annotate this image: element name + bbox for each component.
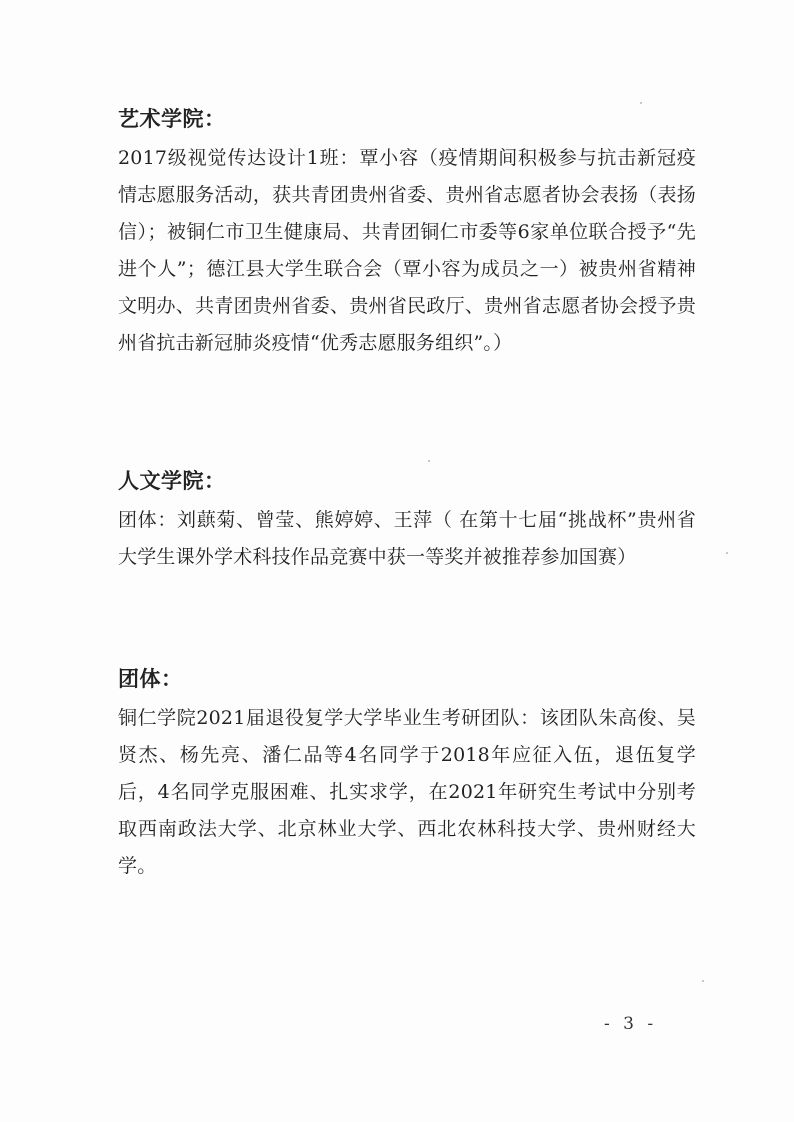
paragraph-lead: 团体： (118, 509, 178, 531)
section-paragraph (118, 700, 696, 885)
page-number: - 3 - (604, 1014, 658, 1034)
paragraph-lead: 2017级视觉传达设计1班： (118, 147, 360, 169)
scan-speck (428, 460, 430, 462)
scan-speck (702, 980, 704, 982)
paragraph-text: 覃小容（疫情期间积极参与抗击新冠疫情志愿服务活动，获共青团贵州省委、贵州省志愿者协会表扬（表扬信）；被铜仁市卫生健康局、共青团铜仁市委等6家单位联合授予“先进个人”；德江县大学生联合会（覃小容为成员之一）被贵州省精神文明办、共青团贵州省委、贵州省民政厅、贵州省志愿者协会授予贵州省抗击新冠肺炎疫情“优秀志愿服务组织”。） (118, 147, 696, 354)
section-paragraph (118, 502, 696, 576)
paragraph-lead: 铜仁学院2021届退役复学大学毕业生考研团队： (118, 707, 540, 729)
scan-speck (640, 102, 642, 104)
section-humanities-college (118, 466, 696, 576)
scan-speck (726, 552, 728, 554)
section-heading: 团体： (118, 667, 183, 691)
section-art-college (118, 104, 696, 362)
section-heading: 艺术学院： (118, 107, 226, 131)
section-heading: 人文学院： (118, 469, 226, 493)
paragraph-text: 刘蕻菊、曾莹、熊婷婷、王萍（ 在第十七届“挑战杯”贵州省大学生课外学术科技作品竞赛中获一等奖并被推荐参加国赛） (118, 509, 696, 568)
section-paragraph (118, 140, 696, 362)
section-group (118, 664, 696, 885)
paragraph-text: 该团队朱高俊、吴贤杰、杨先亮、潘仁品等4名同学于2018年应征入伍，退伍复学后，4名同学克服困难、扎实求学，在2021年研究生考试中分别考取西南政法大学、北京林业大学、西北农林科技大学、贵州财经大学。 (118, 707, 696, 877)
